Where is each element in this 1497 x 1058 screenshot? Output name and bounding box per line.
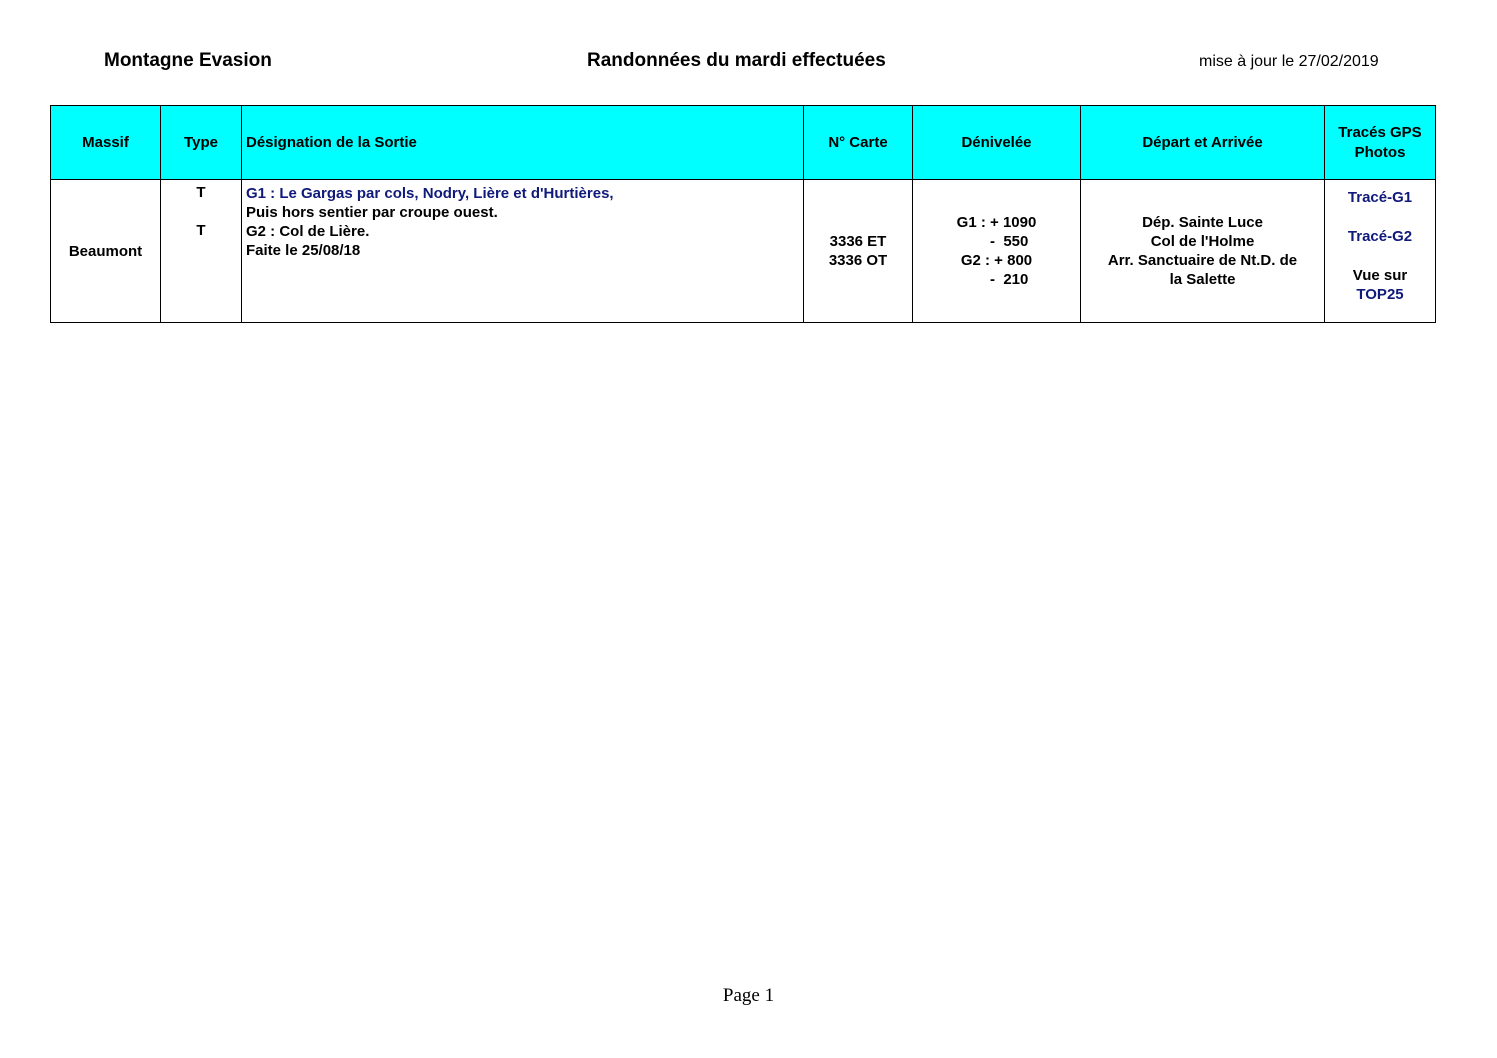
table-header-row [51,106,1436,180]
trace-g2-link[interactable]: Tracé-G2 [1347,228,1413,245]
depart-line-1: Dép. Sainte Luce [1142,214,1263,231]
carte-cell [804,180,913,323]
arrivee-line-1: Arr. Sanctuaire de Nt.D. de [1107,252,1298,269]
column-header-gps-photos [1325,106,1436,180]
column-header-massif: Massif [51,106,161,180]
denivelee-g1-up: G1 : + 1090 [956,214,1037,231]
denivelee-g1-down: - 550 [956,233,1029,250]
page-number: Page 1 [722,985,775,1006]
denivelee-g2-down: - 210 [956,271,1029,288]
arrivee-line-2: la Salette [1169,271,1236,288]
column-header-depart-arrivee: Départ et Arrivée [1081,106,1325,180]
gps-photos-cell [1325,180,1436,323]
column-header-designation: Désignation de la Sortie [242,106,804,180]
denivelee-cell [913,180,1081,323]
depart-line-2: Col de l'Holme [1150,233,1255,250]
column-header-carte: N° Carte [804,106,913,180]
designation-line-g1[interactable]: G1 : Le Gargas par cols, Nodry, Lière et d'Hurtières, [246,185,614,202]
type-value-g2: T [196,222,206,239]
hikes-table [50,105,1436,323]
organization-name: Montagne Evasion [104,50,272,71]
vue-sur-label: Vue sur [1352,267,1408,284]
denivelee-g2-up: G2 : + 800 [956,252,1033,269]
column-header-denivelee: Dénivelée [913,106,1081,180]
trace-g1-link[interactable]: Tracé-G1 [1347,189,1413,206]
column-header-type: Type [161,106,242,180]
table-row [51,180,1436,323]
designation-line-g2: G2 : Col de Lière. [246,223,370,240]
top25-link[interactable]: TOP25 [1356,286,1404,303]
column-header-gps: Tracés GPS [1338,123,1422,141]
massif-cell: Beaumont [51,180,161,323]
carte-value-1: 3336 ET [829,233,887,250]
designation-date: Faite le 25/08/18 [246,242,361,259]
depart-arrivee-cell [1081,180,1325,323]
update-date: mise à jour le 27/02/2019 [1199,53,1379,70]
type-cell [161,180,242,323]
carte-value-2: 3336 OT [828,252,888,269]
designation-cell [242,180,804,323]
page-title: Randonnées du mardi effectuées [587,50,886,71]
designation-line-2: Puis hors sentier par croupe ouest. [246,204,498,221]
column-header-photos: Photos [1354,143,1406,161]
type-value-g1: T [196,184,206,201]
